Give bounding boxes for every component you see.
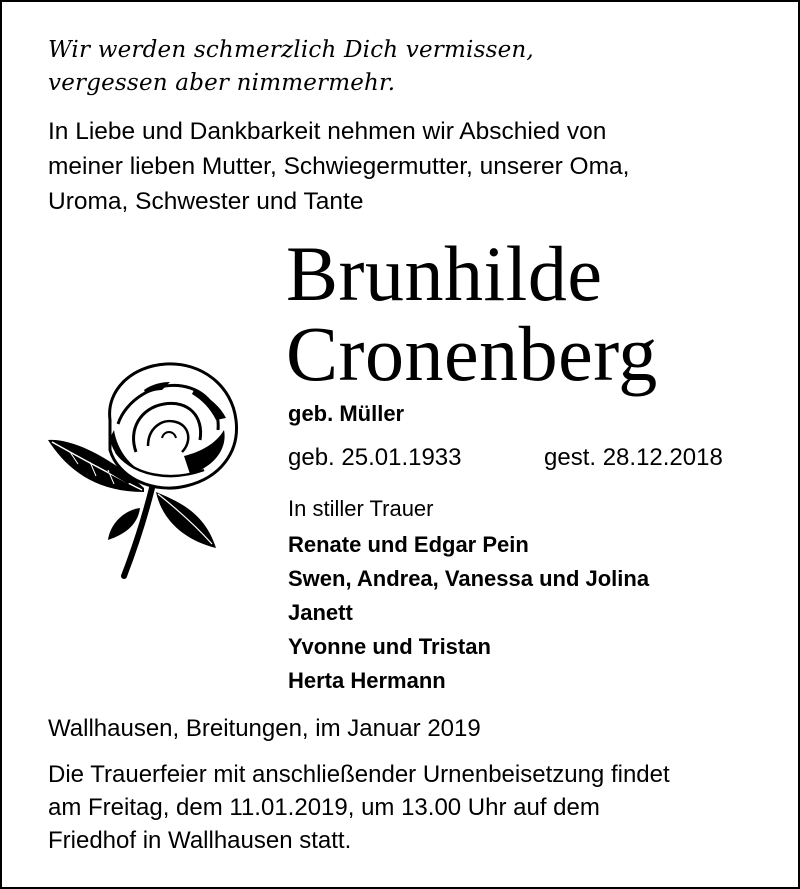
- intro-line: In Liebe und Dankbarkeit nehmen wir Abschied von: [48, 118, 607, 145]
- service-line: Die Trauerfeier mit anschließender Urnenbeisetzung findet: [48, 761, 670, 788]
- funeral-service-info: [48, 758, 670, 857]
- motto-line: vergessen aber nimmermehr.: [48, 70, 396, 96]
- service-line: am Freitag, dem 11.01.2019, um 13.00 Uhr auf dem: [48, 794, 600, 821]
- mourning-intro: In stiller Trauer: [288, 496, 434, 521]
- mourner-name: Janett: [288, 600, 353, 625]
- mourner-name: Swen, Andrea, Vanessa und Jolina: [288, 566, 650, 591]
- intro-text: [48, 114, 629, 219]
- birth-date: geb. 25.01.1933: [288, 444, 462, 471]
- deceased-first-name: Brunhilde: [286, 230, 603, 317]
- motto-verse: [48, 34, 534, 100]
- intro-line: Uroma, Schwester und Tante: [48, 188, 364, 215]
- maiden-name: geb. Müller: [288, 401, 405, 426]
- intro-line: meiner lieben Mutter, Schwiegermutter, unserer Oma,: [48, 153, 630, 180]
- deceased-name: [286, 230, 658, 397]
- deceased-last-name: Cronenberg: [286, 310, 658, 397]
- mourners-list: [288, 528, 649, 698]
- rose-icon: [44, 360, 264, 580]
- mourner-name: Yvonne und Tristan: [288, 634, 491, 659]
- service-line: Friedhof in Wallhausen statt.: [48, 827, 352, 854]
- mourner-name: Herta Hermann: [288, 668, 446, 693]
- mourner-name: Renate und Edgar Pein: [288, 532, 529, 557]
- place-date: Wallhausen, Breitungen, im Januar 2019: [48, 715, 481, 742]
- death-date: gest. 28.12.2018: [544, 444, 723, 471]
- motto-line: Wir werden schmerzlich Dich vermissen,: [48, 37, 534, 63]
